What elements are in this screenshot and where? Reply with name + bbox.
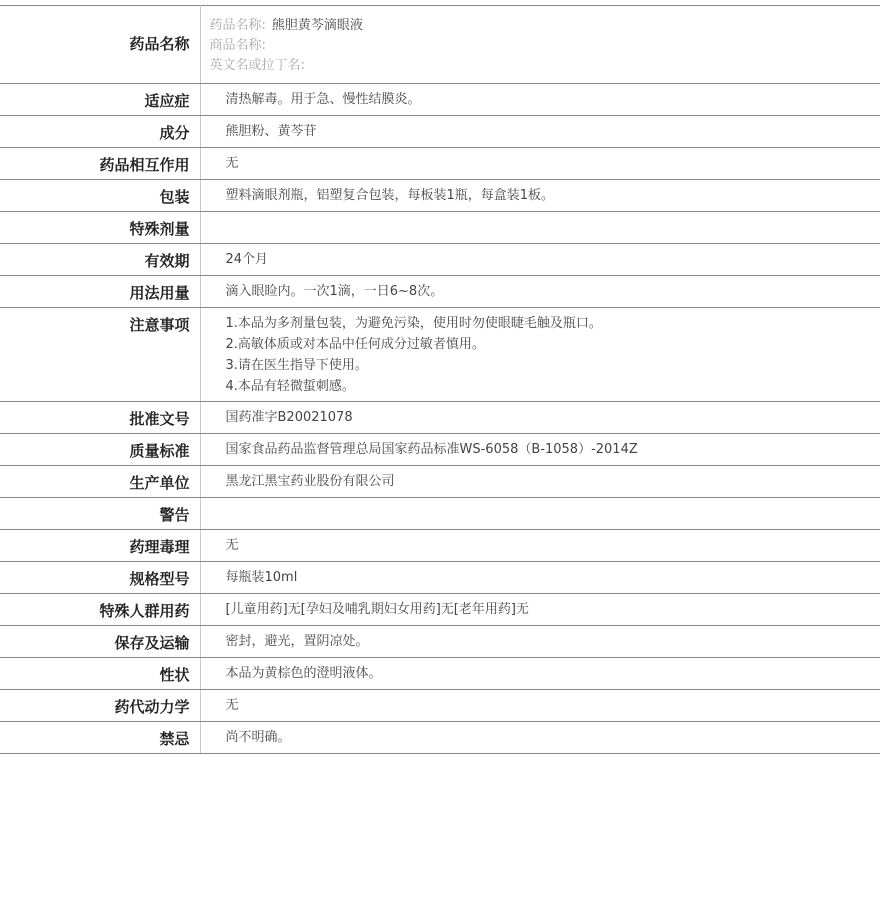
row-label: 注意事项 bbox=[0, 308, 200, 402]
row-label: 批准文号 bbox=[0, 402, 200, 434]
row-value: 塑料滴眼剂瓶，铝塑复合包装，每板装1瓶，每盒装1板。 bbox=[200, 180, 880, 212]
row-label: 生产单位 bbox=[0, 466, 200, 498]
row-label: 药品名称 bbox=[0, 6, 200, 84]
row-label: 药代动力学 bbox=[0, 690, 200, 722]
row-value: [儿童用药]无[孕妇及哺乳期妇女用药]无[老年用药]无 bbox=[200, 594, 880, 626]
trade-name-key: 商品名称: bbox=[209, 38, 266, 53]
table-row-specification bbox=[0, 562, 880, 594]
english-name-line bbox=[210, 56, 880, 76]
table-row-description bbox=[0, 658, 880, 690]
row-label: 质量标准 bbox=[0, 434, 200, 466]
table-row-drug-names bbox=[0, 6, 880, 84]
row-label: 特殊剂量 bbox=[0, 212, 200, 244]
table-row-packaging bbox=[0, 180, 880, 212]
row-label: 禁忌 bbox=[0, 722, 200, 754]
precaution-line: 4.本品有轻微蜇刺感。 bbox=[225, 379, 355, 394]
table-row-ingredients bbox=[0, 116, 880, 148]
row-value: 滴入眼睑内。一次1滴，一日6~8次。 bbox=[200, 276, 880, 308]
row-label: 特殊人群用药 bbox=[0, 594, 200, 626]
trade-name-line bbox=[210, 36, 880, 56]
row-value: 无 bbox=[200, 530, 880, 562]
table-row-contraindications bbox=[0, 722, 880, 754]
drug-info-table bbox=[0, 5, 880, 754]
row-value: 黑龙江黑宝药业股份有限公司 bbox=[200, 466, 880, 498]
drug-info-sheet bbox=[0, 5, 880, 754]
row-value: 国药准字B20021078 bbox=[200, 402, 880, 434]
table-row-precautions bbox=[0, 308, 880, 402]
table-row-shelf-life bbox=[0, 244, 880, 276]
table-row-approval-number bbox=[0, 402, 880, 434]
row-label: 包装 bbox=[0, 180, 200, 212]
table-row-quality-standard bbox=[0, 434, 880, 466]
generic-name-value: 熊胆黄芩滴眼液 bbox=[271, 18, 363, 33]
generic-name-line bbox=[210, 16, 880, 36]
row-label: 规格型号 bbox=[0, 562, 200, 594]
table-row-pharmacology bbox=[0, 530, 880, 562]
row-value: 国家食品药品监督管理总局国家药品标准WS-6058（B-1058）-2014Z bbox=[200, 434, 880, 466]
precautions-cell bbox=[200, 308, 880, 402]
row-label: 保存及运输 bbox=[0, 626, 200, 658]
row-value: 每瓶装10ml bbox=[200, 562, 880, 594]
row-value: 无 bbox=[200, 148, 880, 180]
table-row-storage bbox=[0, 626, 880, 658]
row-label: 药品相互作用 bbox=[0, 148, 200, 180]
row-label: 性状 bbox=[0, 658, 200, 690]
row-label: 成分 bbox=[0, 116, 200, 148]
table-row-special-dosage bbox=[0, 212, 880, 244]
english-name-key: 英文名或拉丁名: bbox=[209, 58, 305, 73]
row-label: 药理毒理 bbox=[0, 530, 200, 562]
drug-names-cell bbox=[200, 6, 880, 84]
row-value: 本品为黄棕色的澄明液体。 bbox=[200, 658, 880, 690]
table-row-indications bbox=[0, 84, 880, 116]
row-value bbox=[200, 498, 880, 530]
row-value: 尚不明确。 bbox=[200, 722, 880, 754]
row-value: 清热解毒。用于急、慢性结膜炎。 bbox=[200, 84, 880, 116]
row-value: 24个月 bbox=[200, 244, 880, 276]
precaution-line: 1.本品为多剂量包装，为避免污染，使用时勿使眼睫毛触及瓶口。 bbox=[225, 316, 602, 331]
table-row-dosage bbox=[0, 276, 880, 308]
table-row-warning bbox=[0, 498, 880, 530]
row-value bbox=[200, 212, 880, 244]
row-value: 密封，避光，置阴凉处。 bbox=[200, 626, 880, 658]
table-row-interactions bbox=[0, 148, 880, 180]
row-value: 无 bbox=[200, 690, 880, 722]
table-row-special-populations bbox=[0, 594, 880, 626]
row-label: 有效期 bbox=[0, 244, 200, 276]
row-label: 适应症 bbox=[0, 84, 200, 116]
row-label: 用法用量 bbox=[0, 276, 200, 308]
table-row-manufacturer bbox=[0, 466, 880, 498]
precaution-line: 2.高敏体质或对本品中任何成分过敏者慎用。 bbox=[225, 337, 485, 352]
row-label: 警告 bbox=[0, 498, 200, 530]
generic-name-key: 药品名称: bbox=[209, 18, 266, 33]
row-value: 熊胆粉、黄芩苷 bbox=[200, 116, 880, 148]
precaution-line: 3.请在医生指导下使用。 bbox=[225, 358, 368, 373]
table-row-pharmacokinetics bbox=[0, 690, 880, 722]
